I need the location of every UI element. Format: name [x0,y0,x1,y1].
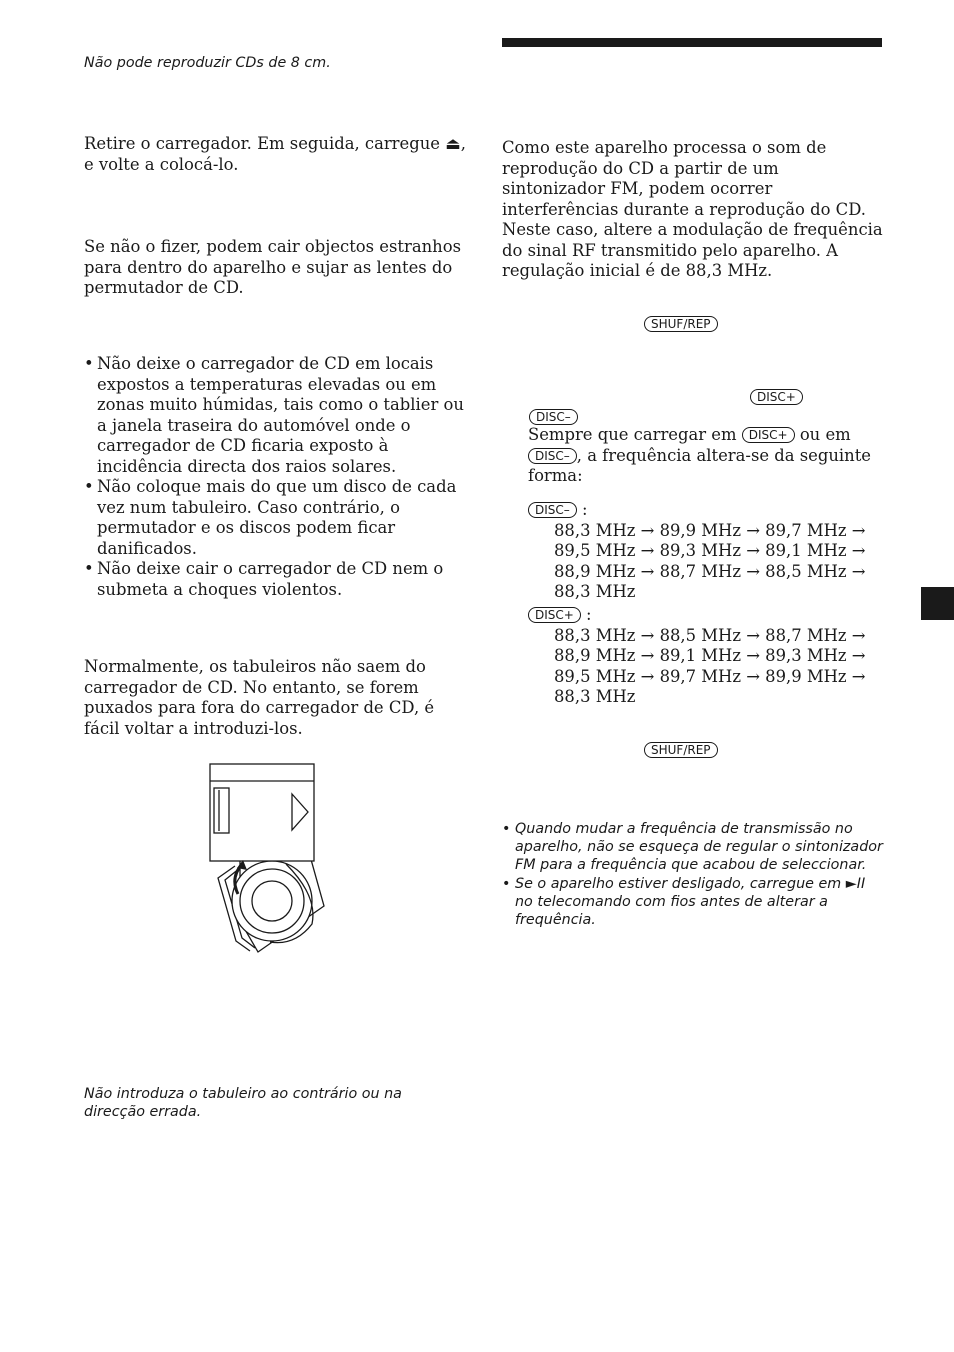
freq-line: 88,9 MHz → 88,7 MHz → 88,5 MHz → [554,561,866,581]
step-3 [644,740,718,759]
bullet-dot-icon: • [502,875,511,892]
freq-seq-plus [528,605,884,708]
freq-seq-plus-label: DISC+ : [528,605,884,626]
disc-plus-button[interactable]: DISC+ [750,389,803,405]
shuf-rep-button-2[interactable]: SHUF/REP [644,742,718,758]
para-eject: Retire o carregador. Em seguida, carregue ⏏, e volte a colocá-lo. [84,134,466,174]
step-1 [644,314,718,333]
freq-line: 89,5 MHz → 89,3 MHz → 89,1 MHz → [554,541,866,560]
heading-rule [502,38,882,47]
para-intro: Como este aparelho processa o som de reprodução do CD a partir de um sintonizador FM, podem ocorrer interferências durante a reprodução do CD. Neste caso, altere a modulação de frequência do sinal RF transmitido pelo aparelho. A regulação inicial é de 88,3 MHz. [502,138,883,280]
freq-seq-minus [528,500,884,603]
step-2-disc-plus [750,387,803,406]
list-item: • Quando mudar a frequência de transmissão no aparelho, não se esqueça de regular o sintonizador FM para a frequência que acabou de seleccionar. [502,821,883,874]
bullet-dot-icon: • [84,477,94,496]
list-item: • Não deixe cair o carregador de CD nem o submeta a choques violentos. [84,559,444,599]
eject-icon: ⏏ [445,134,461,153]
disc-plus-button-label[interactable]: DISC+ [528,607,581,623]
disc-plus-button-inline[interactable]: DISC+ [742,427,795,443]
section-tab-marker [921,587,954,620]
shuf-rep-button[interactable]: SHUF/REP [644,316,718,332]
bullet-dot-icon: • [84,354,94,373]
notes-list [502,820,884,929]
step-2-disc-minus [529,407,578,426]
disc-minus-button-inline[interactable]: DISC– [528,448,577,464]
freq-line: 88,3 MHz [554,687,636,706]
para-trays: Normalmente, os tabuleiros não saem do carregador de CD. No entanto, se forem puxados para fora do carregador de CD, é fácil voltar a introduzi-los. [84,657,435,738]
cd-tray-illustration [200,756,340,956]
freq-line: 88,9 MHz → 89,1 MHz → 89,3 MHz → [554,646,866,665]
para-freq-change: Sempre que carregar em DISC+ ou em DISC– , a frequência altera-se da seguinte forma: [528,425,871,485]
bullet-dot-icon: • [84,559,94,578]
list-item: • Se o aparelho estiver desligado, carregue em ►II no telecomando com fios antes de alterar a frequência. [502,875,866,929]
freq-seq-minus-label: DISC– : [528,500,884,521]
freq-line: 88,3 MHz → 89,9 MHz → 89,7 MHz → [554,520,866,540]
list-item: • Não deixe o carregador de CD em locais expostos a temperaturas elevadas ou em zonas muito húmidas, tais como o tablier ou a janela traseira do automóvel onde o carregador de CD ficaria exposto à incidência directa dos raios solares. [84,354,464,476]
disc-minus-button-label[interactable]: DISC– [528,502,577,518]
freq-line: 88,3 MHz → 88,5 MHz → 88,7 MHz → [554,625,866,645]
freq-line: 88,3 MHz [554,582,636,601]
bullet-list [84,354,466,600]
list-item: • Não coloque mais do que um disco de cada vez num tabuleiro. Caso contrário, o permutador e os discos podem ficar danificados. [84,477,457,558]
note-8cm: Não pode reproduzir CDs de 8 cm. [84,55,331,71]
bullet-dot-icon: • [502,821,511,837]
freq-line: 89,5 MHz → 89,7 MHz → 89,9 MHz → [554,666,866,686]
note-tray-direction: Não introduza o tabuleiro ao contrário ou na direcção errada. [84,1086,402,1121]
para-close-door: Se não o fizer, podem cair objectos estranhos para dentro do aparelho e sujar as lentes do permutador de CD. [84,237,461,297]
disc-minus-button[interactable]: DISC– [529,409,578,425]
